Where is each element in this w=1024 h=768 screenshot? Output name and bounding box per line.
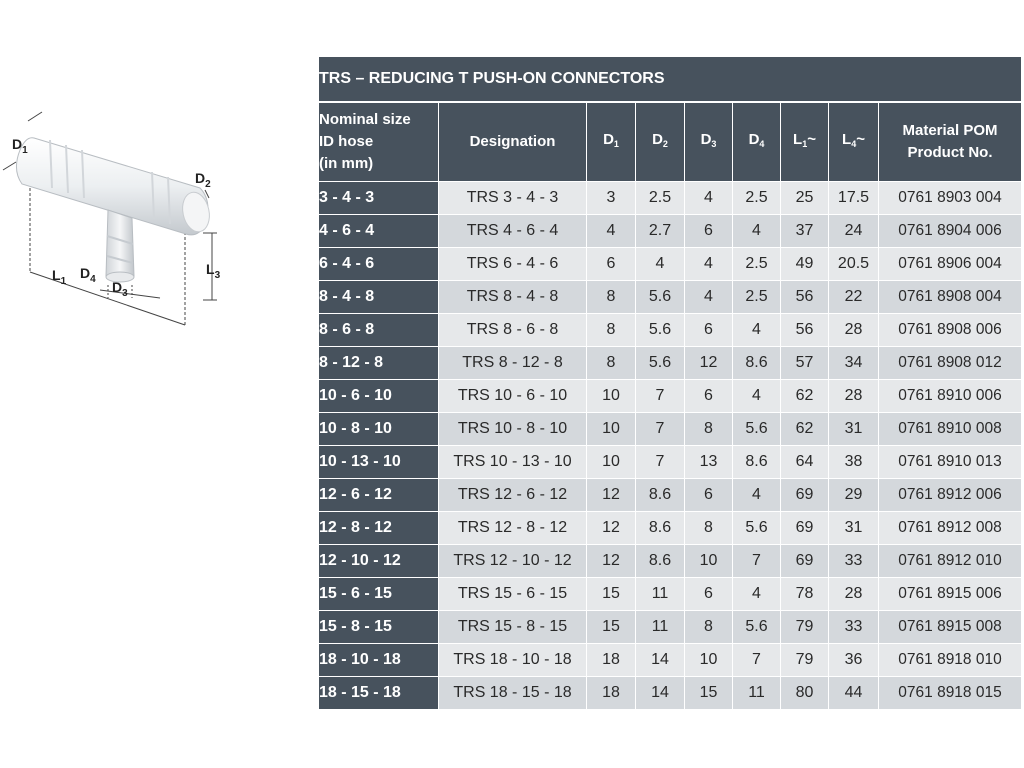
cell-l4: 38 xyxy=(829,445,879,478)
cell-d4: 2.5 xyxy=(733,181,781,214)
cell-d1: 6 xyxy=(587,247,636,280)
cell-l1: 79 xyxy=(781,643,829,676)
cell-d2: 7 xyxy=(636,412,685,445)
table-row xyxy=(319,313,1021,346)
cell-d2: 14 xyxy=(636,676,685,709)
cell-l1: 25 xyxy=(781,181,829,214)
cell-d2: 7 xyxy=(636,445,685,478)
label-l3: $L_3$ xyxy=(206,261,221,281)
table-row xyxy=(319,214,1021,247)
cell-l4: 33 xyxy=(829,544,879,577)
cell-size: 8 - 12 - 8 xyxy=(319,346,439,379)
cell-d2: 8.6 xyxy=(636,511,685,544)
cell-l1: 69 xyxy=(781,478,829,511)
cell-size: 12 - 10 - 12 xyxy=(319,544,439,577)
cell-d4: 4 xyxy=(733,379,781,412)
cell-designation: TRS 18 - 10 - 18 xyxy=(439,643,587,676)
cell-l1: 78 xyxy=(781,577,829,610)
header-d1: $D_1$ xyxy=(587,103,636,181)
label-l1: $L_1$ xyxy=(52,267,67,287)
cell-d2: 11 xyxy=(636,577,685,610)
cell-product: 0761 8908 004 xyxy=(879,280,1021,313)
cell-d2: 14 xyxy=(636,643,685,676)
cell-size: 6 - 4 - 6 xyxy=(319,247,439,280)
cell-product: 0761 8910 006 xyxy=(879,379,1021,412)
cell-l1: 49 xyxy=(781,247,829,280)
cell-size: 15 - 8 - 15 xyxy=(319,610,439,643)
cell-product: 0761 8903 004 xyxy=(879,181,1021,214)
cell-d1: 8 xyxy=(587,346,636,379)
cell-product: 0761 8912 008 xyxy=(879,511,1021,544)
cell-d3: 4 xyxy=(685,181,733,214)
cell-d3: 8 xyxy=(685,610,733,643)
cell-designation: TRS 8 - 12 - 8 xyxy=(439,346,587,379)
cell-l1: 37 xyxy=(781,214,829,247)
cell-designation: TRS 6 - 4 - 6 xyxy=(439,247,587,280)
cell-d1: 15 xyxy=(587,610,636,643)
cell-d4: 4 xyxy=(733,214,781,247)
cell-l4: 17.5 xyxy=(829,181,879,214)
cell-l1: 62 xyxy=(781,412,829,445)
cell-l4: 28 xyxy=(829,379,879,412)
table-row xyxy=(319,643,1021,676)
cell-d3: 6 xyxy=(685,577,733,610)
cell-l1: 64 xyxy=(781,445,829,478)
table-title: TRS – REDUCING T PUSH-ON CONNECTORS xyxy=(319,57,1021,103)
t-connector-diagram xyxy=(0,100,240,340)
cell-l4: 28 xyxy=(829,313,879,346)
cell-size: 15 - 6 - 15 xyxy=(319,577,439,610)
cell-l4: 31 xyxy=(829,511,879,544)
cell-size: 10 - 13 - 10 xyxy=(319,445,439,478)
cell-d2: 8.6 xyxy=(636,544,685,577)
header-material-product-no: Material POM Product No. xyxy=(879,103,1021,181)
cell-d4: 4 xyxy=(733,577,781,610)
cell-product: 0761 8910 013 xyxy=(879,445,1021,478)
cell-designation: TRS 12 - 6 - 12 xyxy=(439,478,587,511)
table-row xyxy=(319,577,1021,610)
cell-l1: 56 xyxy=(781,280,829,313)
cell-l4: 33 xyxy=(829,610,879,643)
cell-d2: 5.6 xyxy=(636,280,685,313)
cell-d3: 4 xyxy=(685,280,733,313)
label-d3: $D_3$ xyxy=(112,279,128,299)
cell-d1: 10 xyxy=(587,379,636,412)
cell-d1: 18 xyxy=(587,676,636,709)
table-row xyxy=(319,511,1021,544)
cell-d3: 6 xyxy=(685,214,733,247)
header-row xyxy=(319,103,1021,181)
cell-d3: 8 xyxy=(685,511,733,544)
cell-l4: 24 xyxy=(829,214,879,247)
cell-d4: 4 xyxy=(733,313,781,346)
cell-d3: 10 xyxy=(685,643,733,676)
cell-l4: 36 xyxy=(829,643,879,676)
cell-d3: 4 xyxy=(685,247,733,280)
cell-d4: 5.6 xyxy=(733,511,781,544)
header-d3: $D_3$ xyxy=(685,103,733,181)
cell-l1: 56 xyxy=(781,313,829,346)
cell-l1: 62 xyxy=(781,379,829,412)
cell-d1: 12 xyxy=(587,544,636,577)
cell-l4: 29 xyxy=(829,478,879,511)
cell-d1: 10 xyxy=(587,412,636,445)
cell-d1: 12 xyxy=(587,511,636,544)
cell-d1: 4 xyxy=(587,214,636,247)
cell-l4: 22 xyxy=(829,280,879,313)
label-d2: $D_2$ xyxy=(195,170,211,190)
cell-l1: 80 xyxy=(781,676,829,709)
cell-d2: 5.6 xyxy=(636,346,685,379)
cell-d4: 2.5 xyxy=(733,247,781,280)
cell-d3: 10 xyxy=(685,544,733,577)
cell-d3: 15 xyxy=(685,676,733,709)
cell-designation: TRS 10 - 13 - 10 xyxy=(439,445,587,478)
cell-d3: 12 xyxy=(685,346,733,379)
cell-product: 0761 8915 008 xyxy=(879,610,1021,643)
cell-product: 0761 8918 010 xyxy=(879,643,1021,676)
cell-size: 8 - 4 - 8 xyxy=(319,280,439,313)
cell-d1: 18 xyxy=(587,643,636,676)
cell-size: 10 - 6 - 10 xyxy=(319,379,439,412)
cell-designation: TRS 12 - 10 - 12 xyxy=(439,544,587,577)
cell-d1: 15 xyxy=(587,577,636,610)
header-designation: Designation xyxy=(439,103,587,181)
spec-table xyxy=(319,57,1021,709)
cell-d2: 2.7 xyxy=(636,214,685,247)
header-d4: $D_4$ xyxy=(733,103,781,181)
table-row xyxy=(319,379,1021,412)
cell-size: 3 - 4 - 3 xyxy=(319,181,439,214)
cell-d3: 6 xyxy=(685,379,733,412)
table-row xyxy=(319,610,1021,643)
cell-product: 0761 8908 006 xyxy=(879,313,1021,346)
table-row xyxy=(319,280,1021,313)
cell-l1: 69 xyxy=(781,511,829,544)
cell-d2: 5.6 xyxy=(636,313,685,346)
cell-d2: 8.6 xyxy=(636,478,685,511)
cell-designation: TRS 10 - 6 - 10 xyxy=(439,379,587,412)
cell-d4: 5.6 xyxy=(733,610,781,643)
cell-d1: 8 xyxy=(587,313,636,346)
cell-d4: 7 xyxy=(733,544,781,577)
table-row xyxy=(319,412,1021,445)
cell-product: 0761 8904 006 xyxy=(879,214,1021,247)
connector-body xyxy=(16,138,212,282)
table-row xyxy=(319,181,1021,214)
label-d4: $D_4$ xyxy=(80,265,96,285)
cell-product: 0761 8910 008 xyxy=(879,412,1021,445)
cell-product: 0761 8906 004 xyxy=(879,247,1021,280)
cell-size: 12 - 6 - 12 xyxy=(319,478,439,511)
cell-l1: 69 xyxy=(781,544,829,577)
cell-designation: TRS 18 - 15 - 18 xyxy=(439,676,587,709)
cell-d4: 8.6 xyxy=(733,445,781,478)
cell-d4: 4 xyxy=(733,478,781,511)
cell-d4: 11 xyxy=(733,676,781,709)
cell-d3: 13 xyxy=(685,445,733,478)
cell-d2: 4 xyxy=(636,247,685,280)
cell-size: 12 - 8 - 12 xyxy=(319,511,439,544)
cell-d4: 7 xyxy=(733,643,781,676)
cell-d3: 6 xyxy=(685,313,733,346)
table-row xyxy=(319,676,1021,709)
cell-d1: 8 xyxy=(587,280,636,313)
table-row xyxy=(319,346,1021,379)
header-l4: $L_4\sim$ xyxy=(829,103,879,181)
cell-product: 0761 8918 015 xyxy=(879,676,1021,709)
cell-size: 10 - 8 - 10 xyxy=(319,412,439,445)
cell-product: 0761 8912 010 xyxy=(879,544,1021,577)
table-row xyxy=(319,445,1021,478)
table-row xyxy=(319,247,1021,280)
cell-d3: 6 xyxy=(685,478,733,511)
cell-l4: 20.5 xyxy=(829,247,879,280)
cell-d2: 11 xyxy=(636,610,685,643)
cell-l4: 44 xyxy=(829,676,879,709)
cell-designation: TRS 8 - 4 - 8 xyxy=(439,280,587,313)
table-row xyxy=(319,478,1021,511)
cell-l1: 57 xyxy=(781,346,829,379)
cell-size: 8 - 6 - 8 xyxy=(319,313,439,346)
cell-d2: 2.5 xyxy=(636,181,685,214)
cell-l1: 79 xyxy=(781,610,829,643)
cell-d3: 8 xyxy=(685,412,733,445)
cell-d1: 12 xyxy=(587,478,636,511)
cell-designation: TRS 10 - 8 - 10 xyxy=(439,412,587,445)
cell-product: 0761 8915 006 xyxy=(879,577,1021,610)
cell-d4: 8.6 xyxy=(733,346,781,379)
cell-size: 4 - 6 - 4 xyxy=(319,214,439,247)
cell-l4: 31 xyxy=(829,412,879,445)
cell-d4: 2.5 xyxy=(733,280,781,313)
header-d2: $D_2$ xyxy=(636,103,685,181)
cell-designation: TRS 8 - 6 - 8 xyxy=(439,313,587,346)
table-row xyxy=(319,544,1021,577)
cell-l4: 34 xyxy=(829,346,879,379)
cell-designation: TRS 4 - 6 - 4 xyxy=(439,214,587,247)
label-d1: $D_1$ xyxy=(12,136,28,156)
cell-designation: TRS 12 - 8 - 12 xyxy=(439,511,587,544)
header-l1: $L_1\sim$ xyxy=(781,103,829,181)
cell-d1: 10 xyxy=(587,445,636,478)
cell-d1: 3 xyxy=(587,181,636,214)
cell-designation: TRS 3 - 4 - 3 xyxy=(439,181,587,214)
cell-product: 0761 8908 012 xyxy=(879,346,1021,379)
cell-designation: TRS 15 - 8 - 15 xyxy=(439,610,587,643)
header-nominal-size: Nominal size ID hose (in mm) xyxy=(319,103,439,181)
cell-designation: TRS 15 - 6 - 15 xyxy=(439,577,587,610)
cell-l4: 28 xyxy=(829,577,879,610)
cell-d4: 5.6 xyxy=(733,412,781,445)
cell-d2: 7 xyxy=(636,379,685,412)
cell-size: 18 - 10 - 18 xyxy=(319,643,439,676)
cell-product: 0761 8912 006 xyxy=(879,478,1021,511)
cell-size: 18 - 15 - 18 xyxy=(319,676,439,709)
